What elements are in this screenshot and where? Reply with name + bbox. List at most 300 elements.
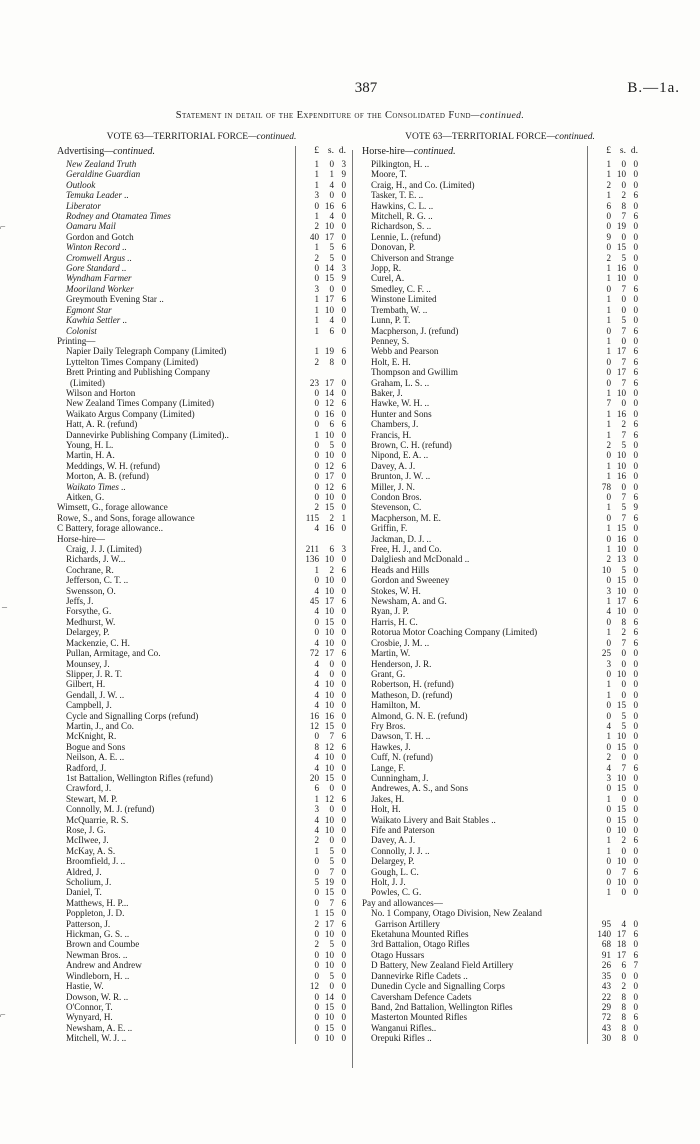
ledger-row-label: Gordon and Gotch — [66, 231, 134, 242]
amount-pence: 0 — [633, 273, 638, 284]
ledger-row — [362, 346, 638, 356]
amount-shillings: 2 — [621, 419, 626, 430]
amount-shillings: 10 — [616, 460, 626, 471]
amount-shillings: 14 — [324, 387, 334, 398]
amount-pence: 0 — [633, 231, 638, 242]
ledger-row — [362, 606, 638, 616]
amount-pence: 6 — [341, 460, 346, 471]
amount-pounds: 8 — [314, 741, 319, 752]
amount-pence: 0 — [341, 179, 346, 190]
amount-pence: 0 — [341, 606, 346, 617]
ledger-row-label: Davey, A. J. — [371, 835, 416, 846]
ledger-row-amount — [587, 856, 638, 866]
amount-shillings: 10 — [616, 606, 626, 617]
ledger-row — [57, 679, 346, 689]
amount-shillings: 4 — [329, 211, 334, 222]
amount-pounds: 0 — [314, 273, 319, 284]
amount-shillings: 10 — [324, 575, 334, 586]
ledger-row-label: Macpherson, M. E. — [371, 512, 441, 523]
amount-shillings: 12 — [324, 793, 334, 804]
ledger-row-label: Masterton Mounted Rifles — [371, 1012, 467, 1023]
amount-pence: 0 — [341, 710, 346, 721]
ledger-row — [57, 482, 346, 492]
ledger-row — [362, 159, 638, 169]
amount-pence: 0 — [633, 648, 638, 659]
amount-pence: 0 — [633, 772, 638, 783]
ledger-row-amount — [587, 1002, 638, 1012]
amount-shillings: 15 — [324, 502, 334, 513]
amount-pounds: 0 — [314, 460, 319, 471]
amount-shillings: 10 — [616, 273, 626, 284]
amount-pence: 6 — [633, 929, 638, 940]
amount-shillings: 6 — [621, 960, 626, 971]
ledger-row-amount — [587, 430, 638, 440]
amount-pence: 0 — [341, 627, 346, 638]
ledger-row-label: Gore Standard .. — [66, 263, 127, 274]
amount-pence: 6 — [633, 762, 638, 773]
ledger-row — [362, 263, 638, 273]
ledger-row-amount — [587, 357, 638, 367]
amount-shillings: 10 — [324, 627, 334, 638]
ledger-row — [57, 752, 346, 762]
ledger-row-label: Wynyard, H. — [66, 1012, 113, 1023]
ledger-row-label: Waikato Livery and Bait Stables .. — [371, 814, 496, 825]
amount-pounds: 3 — [606, 658, 611, 669]
ledger-row-label: Richards, J. W... — [66, 554, 126, 565]
ledger-row-label: Lunn, P. T. — [371, 315, 411, 326]
amount-pence: 0 — [341, 700, 346, 711]
ledger-row-amount — [587, 565, 638, 575]
amount-pence: 6 — [341, 200, 346, 211]
ledger-row — [362, 284, 638, 294]
ledger-row — [57, 1033, 346, 1043]
ledger-row — [57, 378, 346, 388]
amount-pence: 0 — [341, 679, 346, 690]
ledger-row-amount — [587, 835, 638, 845]
ledger-row-label: Young, H. L. — [66, 439, 114, 450]
amount-pence: 0 — [633, 460, 638, 471]
amount-pounds: 4 — [314, 679, 319, 690]
amount-shillings: 15 — [616, 700, 626, 711]
ledger-row-label: Neilson, A. E. .. — [66, 752, 125, 763]
ledger-row-amount — [295, 492, 346, 502]
amount-pence: 0 — [633, 304, 638, 315]
ledger-row — [57, 773, 346, 783]
ledger-row-amount — [587, 1023, 638, 1033]
amount-pounds: 0 — [606, 866, 611, 877]
ledger-row-label: Grant, G. — [371, 668, 406, 679]
amount-pounds: 2 — [314, 252, 319, 263]
amount-shillings: 13 — [616, 554, 626, 565]
ledger-row — [57, 565, 346, 575]
ledger-row-amount — [587, 502, 638, 512]
ledger-row-amount — [295, 752, 346, 762]
amount-shillings: 0 — [621, 231, 626, 242]
ledger-row — [57, 346, 346, 356]
amount-shillings: 12 — [324, 481, 334, 492]
amount-pence: 6 — [633, 1012, 638, 1023]
amount-pence: 3 — [341, 544, 346, 555]
amount-pounds: 4 — [606, 762, 611, 773]
amount-pounds: 43 — [601, 1022, 611, 1033]
amount-shillings: 0 — [329, 190, 334, 201]
amount-pounds: 1 — [606, 544, 611, 555]
amount-pounds: 140 — [597, 929, 611, 940]
left-vote-title-continued: —continued. — [248, 132, 297, 142]
ledger-row-amount — [587, 825, 638, 835]
amount-pence: 0 — [633, 159, 638, 169]
ledger-row — [57, 471, 346, 481]
ledger-row — [57, 544, 346, 554]
amount-pence: 0 — [341, 970, 346, 981]
amount-pounds: 1 — [314, 346, 319, 357]
ledger-row — [362, 659, 638, 669]
ledger-row — [57, 180, 346, 190]
amount-pence: 6 — [633, 616, 638, 627]
ledger-row — [362, 939, 638, 949]
ledger-row — [362, 960, 638, 970]
ledger-row — [362, 419, 638, 429]
amount-pounds: 1 — [314, 315, 319, 326]
ledger-row-label: Hawke, W. H. .. — [371, 398, 430, 409]
amount-pence: 6 — [633, 346, 638, 357]
amount-shillings: 10 — [324, 949, 334, 960]
ledger-row-amount — [295, 201, 346, 211]
ledger-row-label: Matthews, H. P... — [66, 897, 129, 908]
ledger-row-amount — [587, 471, 638, 481]
ledger-row — [362, 867, 638, 877]
amount-pence: 7 — [633, 960, 638, 971]
amount-pounds: 0 — [606, 741, 611, 752]
amount-shillings: 8 — [621, 200, 626, 211]
ledger-row — [57, 502, 346, 512]
amount-pounds: 0 — [314, 1001, 319, 1012]
ledger-row-amount — [587, 981, 638, 991]
ledger-row-amount — [587, 596, 638, 606]
amount-pence: 0 — [341, 211, 346, 222]
ledger-row — [362, 242, 638, 252]
ledger-row-amount — [295, 190, 346, 200]
amount-pence: 0 — [341, 252, 346, 263]
ledger-row — [57, 794, 346, 804]
amount-pounds: 2 — [314, 356, 319, 367]
ledger-row-amount — [295, 430, 346, 440]
amount-pence: 0 — [633, 991, 638, 1002]
amount-pence: 0 — [341, 315, 346, 326]
ledger-row — [57, 1002, 346, 1012]
amount-pence: 6 — [341, 564, 346, 575]
ledger-row-amount — [587, 929, 638, 939]
amount-pounds: 1 — [606, 190, 611, 201]
ledger-row-amount — [587, 773, 638, 783]
amount-pounds: 0 — [606, 377, 611, 388]
ledger-row-label: C Battery, forage allowance.. — [57, 523, 163, 534]
amount-pounds: 1 — [606, 346, 611, 357]
ledger-row-label: Stewart, M. P. — [66, 793, 118, 804]
page-number: 387 — [354, 80, 378, 96]
ledger-row — [362, 1033, 638, 1043]
amount-pence: 9 — [341, 169, 346, 180]
ledger-row — [57, 450, 346, 460]
amount-pounds: 0 — [314, 1033, 319, 1044]
ledger-row — [57, 929, 346, 939]
ledger-row — [57, 596, 346, 606]
amount-pence: 0 — [633, 856, 638, 867]
left-vote-title — [57, 132, 346, 146]
amount-shillings: 0 — [329, 783, 334, 794]
amount-shillings: 10 — [324, 689, 334, 700]
ledger-row-amount — [295, 180, 346, 190]
left-ledger-list — [57, 159, 346, 1044]
ledger-row-amount — [587, 305, 638, 315]
ledger-row — [362, 378, 638, 388]
amount-pounds: 4 — [314, 668, 319, 679]
ledger-row — [362, 253, 638, 263]
ledger-row-amount — [587, 169, 638, 179]
ledger-row-label: Dalgliesh and McDonald .. — [371, 554, 470, 565]
ledger-row-label: Andrewes, A. S., and Sons — [371, 783, 468, 794]
ledger-row-label: Mitchell, W. J. .. — [66, 1033, 127, 1044]
amount-pounds: 1 — [606, 169, 611, 180]
ledger-row — [362, 919, 638, 929]
amount-pounds: 1 — [606, 835, 611, 846]
ledger-row — [362, 648, 638, 658]
amount-shillings: 7 — [621, 637, 626, 648]
amount-shillings: 0 — [621, 679, 626, 690]
ledger-row-label: No. 1 Company, Otago Division, New Zealand — [371, 908, 542, 919]
amount-shillings: 16 — [616, 471, 626, 482]
amount-pounds: 4 — [314, 825, 319, 835]
amount-pounds: 0 — [314, 866, 319, 877]
amount-shillings: 8 — [621, 1012, 626, 1023]
ledger-row — [362, 700, 638, 710]
ledger-row-amount — [587, 513, 638, 523]
ledger-row-label: Harris, H. C. — [371, 616, 418, 627]
amount-pence: 0 — [341, 450, 346, 461]
amount-shillings: 4 — [329, 315, 334, 326]
amount-shillings: 10 — [324, 752, 334, 763]
amount-pounds: 0 — [314, 398, 319, 409]
ledger-row-label: Brunton, J. W. .. — [371, 471, 431, 482]
ledger-row-label: Orepuki Rifles .. — [371, 1033, 432, 1044]
ledger-row — [57, 169, 346, 179]
ledger-row-amount — [587, 669, 638, 679]
ledger-row — [362, 1023, 638, 1033]
ledger-row-label: Curel, A. — [371, 273, 405, 284]
ledger-row-label: Henderson, J. R. — [371, 658, 432, 669]
amount-pence: 6 — [633, 637, 638, 648]
ledger-row — [362, 1002, 638, 1012]
ledger-row-amount — [587, 939, 638, 949]
ledger-row-label: Fry Bros. — [371, 720, 406, 731]
amount-pence: 6 — [341, 481, 346, 492]
ledger-row-amount — [587, 326, 638, 336]
amount-pounds: 30 — [601, 1033, 611, 1044]
ledger-row-label: New Zealand Truth — [66, 159, 137, 169]
ledger-row-amount — [295, 471, 346, 481]
amount-pence: 0 — [633, 408, 638, 419]
amount-pence: 0 — [341, 523, 346, 534]
amount-pounds: 4 — [314, 700, 319, 711]
ledger-row-amount — [587, 887, 638, 897]
ledger-row-label: Jackman, D. J. .. — [371, 533, 432, 544]
ledger-row-amount — [587, 482, 638, 492]
amount-pounds: 72 — [601, 1012, 611, 1023]
amount-pence: 0 — [633, 450, 638, 461]
amount-pence: 6 — [341, 793, 346, 804]
left-section-label — [57, 146, 295, 159]
ledger-row — [362, 752, 638, 762]
ledger-row-label: 1st Battalion, Wellington Rifles (refund) — [66, 772, 213, 783]
left-currency-headers — [295, 146, 346, 159]
ledger-row-amount — [295, 419, 346, 429]
amount-shillings: 10 — [324, 929, 334, 940]
amount-pence: 0 — [633, 252, 638, 263]
amount-shillings: 15 — [616, 523, 626, 534]
amount-pence: 0 — [633, 315, 638, 326]
ledger-row-label: Heads and Hills — [371, 564, 430, 575]
amount-pounds: 1 — [606, 596, 611, 607]
ledger-row-amount — [587, 617, 638, 627]
ledger-row-label: Pullan, Armitage, and Co. — [66, 648, 161, 659]
ledger-row — [362, 554, 638, 564]
ledger-row-label: Lange, F. — [371, 762, 405, 773]
ledger-row-label: Aitken, G. — [66, 492, 105, 502]
ledger-row — [362, 835, 638, 845]
margin-mark-icon: ⌐ — [0, 222, 6, 233]
ledger-row — [362, 482, 638, 492]
amount-pounds: 6 — [314, 783, 319, 794]
amount-pence: 0 — [341, 939, 346, 950]
ledger-row-label: Broomfield, J. .. — [66, 856, 126, 867]
ledger-row-amount — [587, 638, 638, 648]
amount-shillings: 10 — [616, 731, 626, 742]
ledger-row-amount — [295, 981, 346, 991]
amount-shillings: 5 — [621, 720, 626, 731]
ledger-row-label: Cuff, N. (refund) — [371, 752, 433, 763]
amount-pounds: 0 — [314, 627, 319, 638]
amount-pounds: 1 — [606, 159, 611, 169]
ledger-row — [362, 232, 638, 242]
ledger-row-amount — [587, 180, 638, 190]
amount-pence: 0 — [341, 1033, 346, 1044]
ledger-row-label: Condon Bros. — [371, 492, 422, 502]
ledger-row-label: McKay, A. S. — [66, 845, 116, 856]
ledger-row-label: Kawhia Settler .. — [66, 315, 128, 326]
ledger-row-label: Delargey, P. — [371, 856, 415, 867]
amount-pounds: 0 — [314, 1022, 319, 1033]
amount-pence: 0 — [341, 720, 346, 731]
amount-pence: 0 — [633, 179, 638, 190]
amount-pence: 0 — [633, 689, 638, 700]
ledger-row-label: Mooriland Worker — [66, 283, 134, 294]
ledger-row — [57, 575, 346, 585]
amount-shillings: 16 — [324, 200, 334, 211]
right-section-label-main: Horse-hire — [362, 146, 405, 157]
amount-pence: 0 — [633, 939, 638, 950]
ledger-row-label: Graham, L. S. .. — [371, 377, 430, 388]
ledger-row-amount — [295, 939, 346, 949]
amount-pence: 0 — [633, 523, 638, 534]
amount-shillings: 0 — [621, 793, 626, 804]
amount-shillings: 8 — [621, 1033, 626, 1044]
ledger-row-amount — [587, 336, 638, 346]
ledger-row-label: Ryan, J. P. — [371, 606, 409, 617]
amount-pence: 0 — [633, 564, 638, 575]
statement-heading-continued: —continued. — [471, 110, 525, 121]
ledger-row — [57, 742, 346, 752]
amount-shillings: 5 — [329, 970, 334, 981]
left-section-label-main: Advertising — [57, 146, 105, 157]
amount-pounds: 0 — [314, 949, 319, 960]
ledger-row-amount — [295, 211, 346, 221]
page-header — [0, 0, 700, 140]
ledger-row — [362, 326, 638, 336]
ledger-row-amount — [295, 367, 346, 377]
amount-shillings: 0 — [621, 845, 626, 856]
amount-pounds: 4 — [314, 814, 319, 825]
ledger-row — [362, 929, 638, 939]
ledger-row-amount — [587, 815, 638, 825]
amount-pounds: 0 — [314, 960, 319, 971]
amount-pence: 0 — [633, 679, 638, 690]
ledger-row-label: Greymouth Evening Star .. — [66, 294, 164, 305]
ledger-row-label: Bogue and Sons — [66, 741, 126, 752]
ledger-row-amount — [295, 867, 346, 877]
ledger-row — [57, 638, 346, 648]
ledger-row — [362, 783, 638, 793]
amount-pence: 0 — [341, 762, 346, 773]
ledger-row-label: Delargey, P. — [66, 627, 110, 638]
amount-shillings: 5 — [621, 564, 626, 575]
amount-pounds: 2 — [314, 939, 319, 950]
ledger-row-label: Crawford, J. — [66, 783, 112, 794]
amount-pounds: 1 — [606, 679, 611, 690]
ledger-row-label: Chambers, J. — [371, 419, 419, 430]
amount-shillings: 7 — [621, 512, 626, 523]
amount-pounds: 0 — [606, 700, 611, 711]
amount-pounds: 0 — [606, 804, 611, 815]
amount-pounds: 1 — [314, 211, 319, 222]
ledger-row-label: Medhurst, W. — [66, 616, 116, 627]
ledger-row — [362, 804, 638, 814]
ledger-row — [57, 763, 346, 773]
amount-pence: 0 — [341, 439, 346, 450]
amount-shillings: 10 — [616, 544, 626, 555]
ledger-row-amount — [295, 346, 346, 356]
ledger-row — [57, 273, 346, 283]
amount-pence: 0 — [633, 200, 638, 211]
ledger-row — [57, 939, 346, 949]
ledger-row-amount — [295, 544, 346, 554]
ledger-row-label: Otago Hussars — [371, 949, 425, 960]
amount-pounds: 40 — [309, 231, 319, 242]
amount-pounds: 0 — [606, 367, 611, 378]
amount-pence: 0 — [633, 887, 638, 898]
statement-heading-main: Statement in detail of the Expenditure of the Consolidated Fund — [175, 110, 472, 121]
amount-pounds: 9 — [606, 231, 611, 242]
amount-pence: 0 — [633, 752, 638, 763]
ledger-row-label: Trembath, W. .. — [371, 304, 428, 315]
amount-pounds: 0 — [606, 575, 611, 586]
ledger-row-amount — [295, 1002, 346, 1012]
amount-pounds: 0 — [606, 710, 611, 721]
ledger-row-amount — [587, 544, 638, 554]
ledger-row-amount — [587, 794, 638, 804]
amount-shillings: 17 — [324, 471, 334, 482]
ledger-row-label: Jakes, H. — [371, 793, 405, 804]
amount-pounds: 12 — [309, 720, 319, 731]
